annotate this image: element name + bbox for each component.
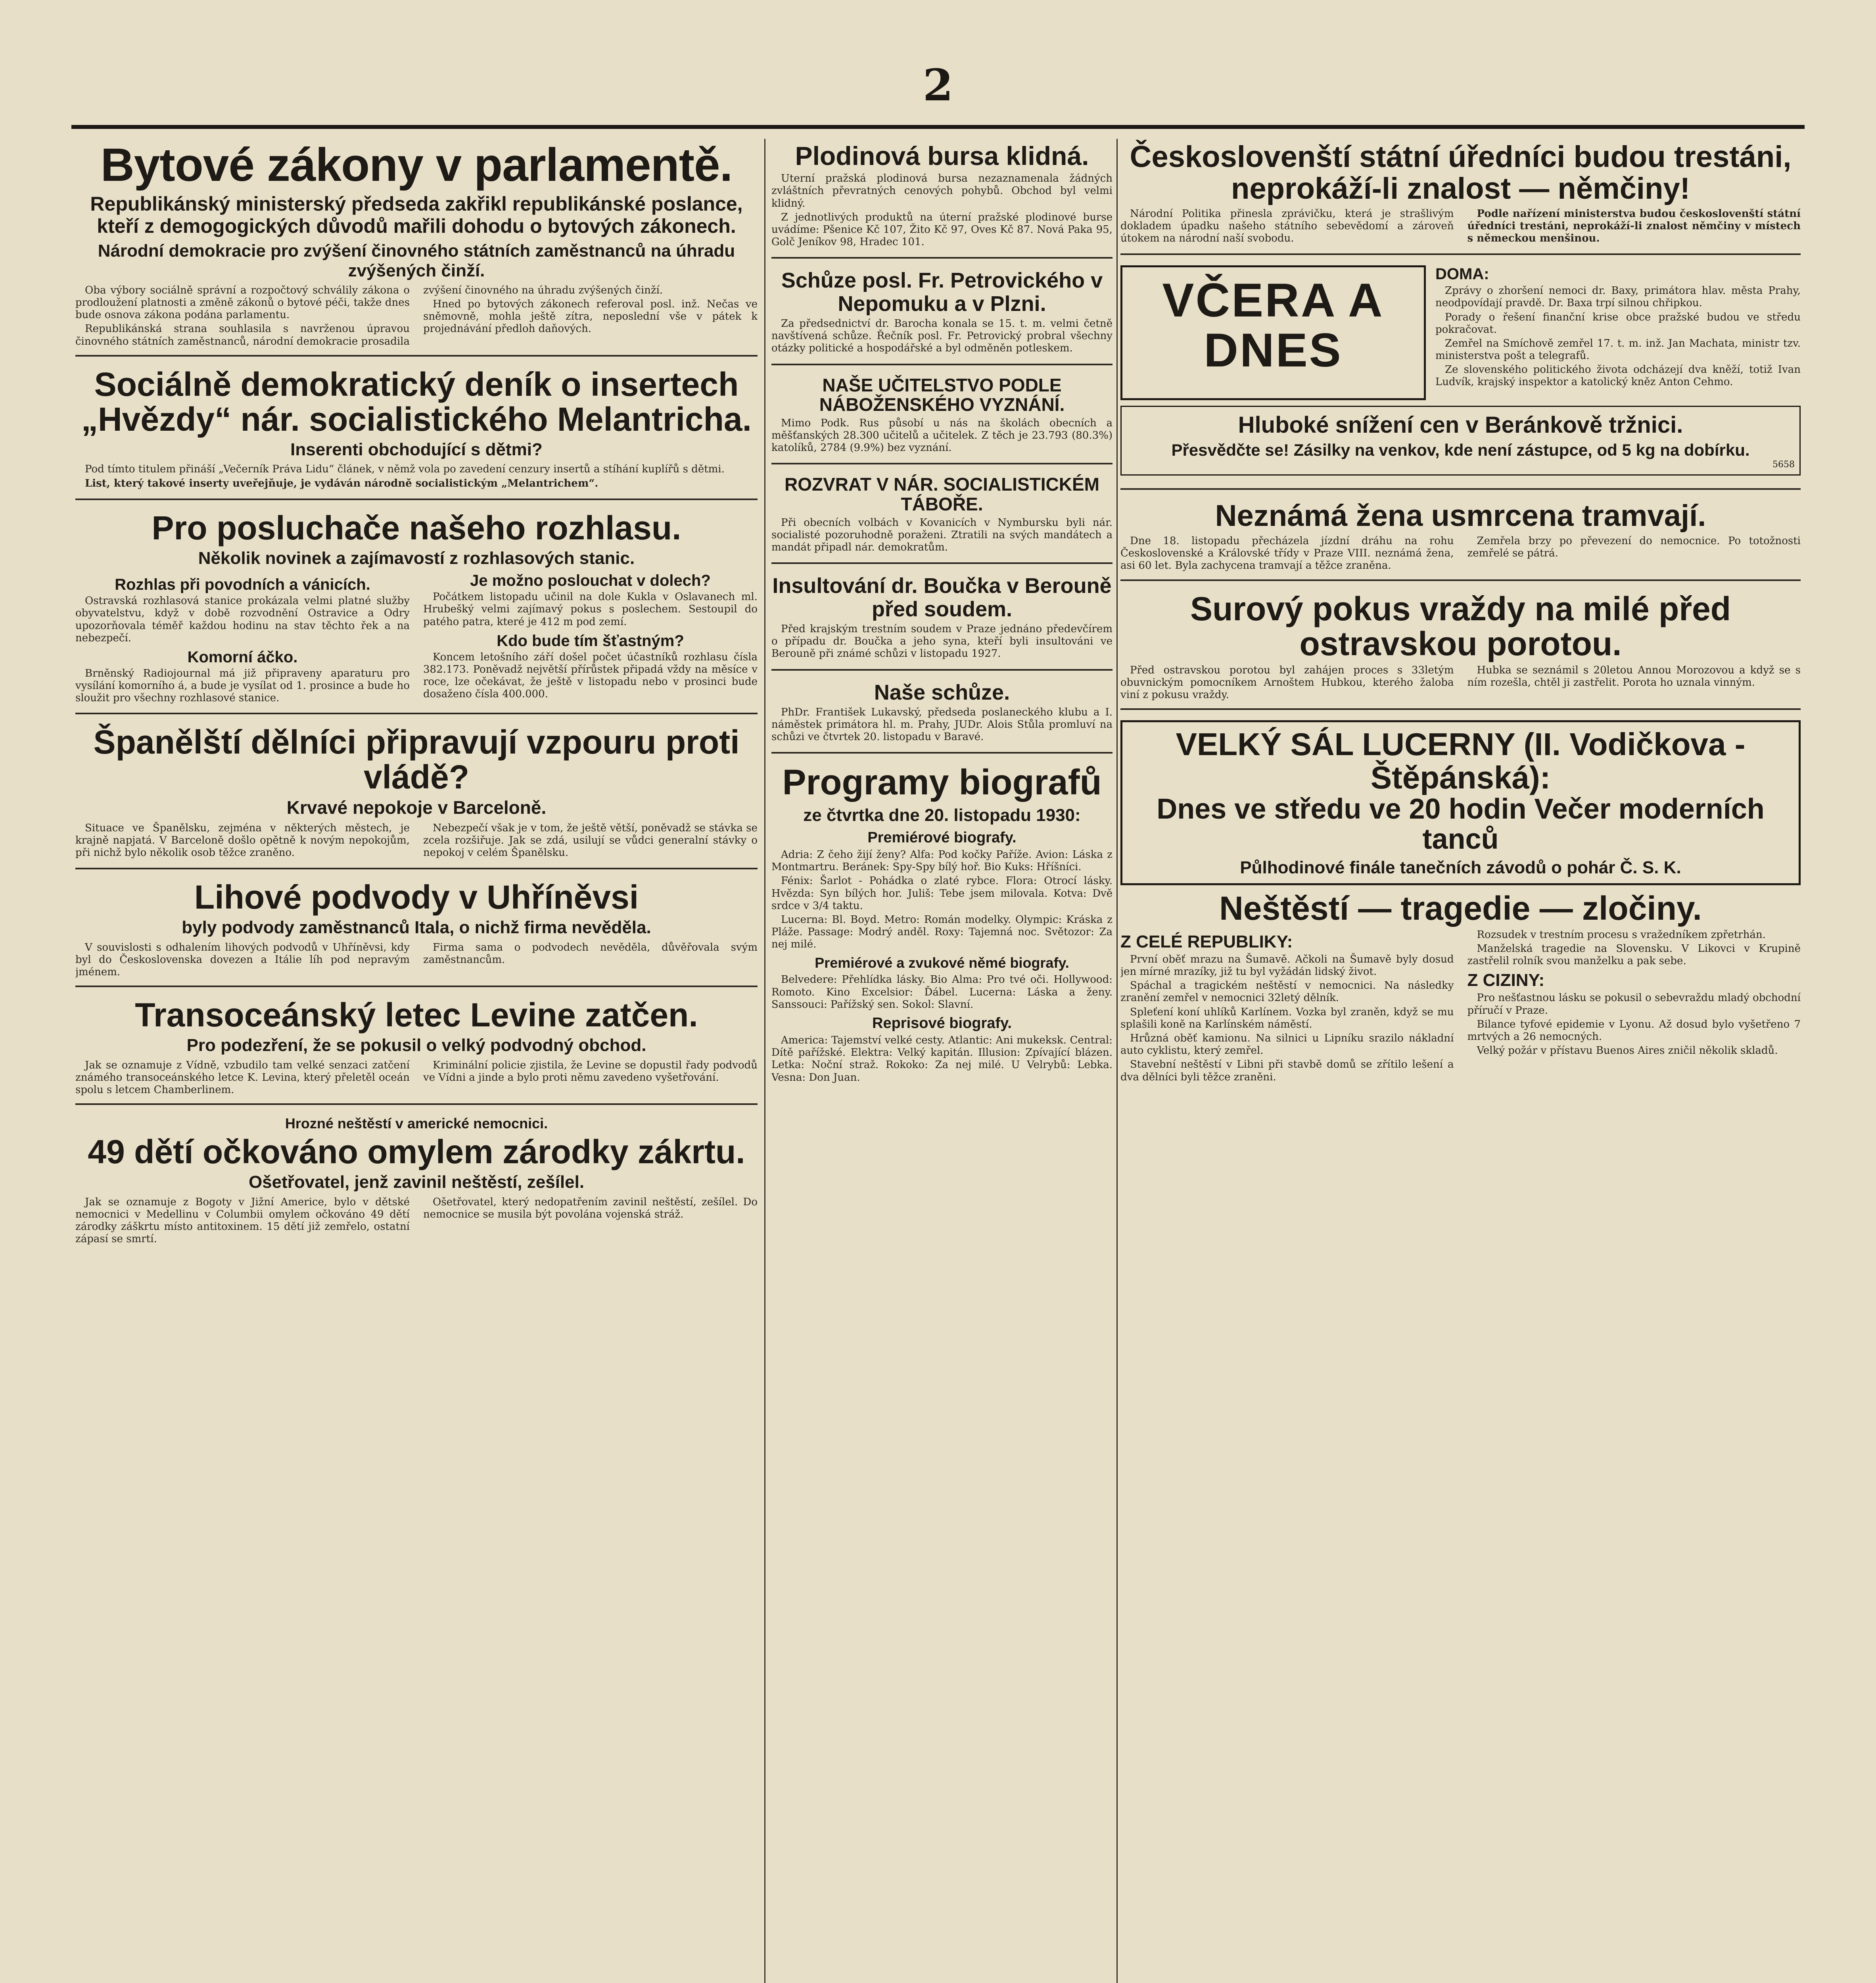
paragraph: Velký požár v přístavu Buenos Aires zničil několik skladů. [1477,1045,1778,1057]
headline[interactable]: Sociálně demokratický deník o insertech „Hvězdy“ nár. socialistického Melantricha. [81,365,752,438]
article-teachers [771,376,1113,465]
headline[interactable]: Bytové zákony v parlamentě. [100,139,733,191]
headline[interactable]: Pro posluchače našeho rozhlasu. [152,509,681,547]
section-heading: DOMA: [1435,265,1489,283]
paragraph: Manželská tragedie na Slovensku. V Likovci v Krupině zastřelil rolník svou manželku a pak sebe. [1467,943,1801,967]
headline[interactable]: Insultování dr. Boučka v Berouně před soudem. [772,574,1112,621]
section-heading: Komorní áčko. [187,648,298,666]
paragraph: Jak se oznamuje z Vídně, vzbudilo tam velké senzaci zatčení známého transoceánského letce K. Levina, který přeletěl oceán spolu s letcem Chamberlinem. [75,1059,410,1096]
paragraph: Hned po bytových zákonech referoval posl. inž. Nečas ve sněmovně, mohla ještě zítra, neposlední vše v pátek k projednávání předloh daňových. [423,298,758,335]
paragraph: Pro nešťastnou lásku se pokusil o sebevraždu mladý obchodní příručí v Praze. [1467,992,1801,1016]
paragraph: Kriminální policie zjistila, že Levine se dopustil řady podvodů ve Vídni a jinde a bylo proti němu zavedeno vyšetřování. [423,1059,758,1084]
subheadline: Krvavé nepokoje v Barceloně. [286,797,547,818]
article-soc-dem-daily [75,367,758,500]
article-housing-laws [75,141,758,357]
paragraph: Hrůzná oběť kamionu. Na silnici u Lipníku srazilo nákladní auto cyklistu, který zemřel. [1120,1032,1454,1057]
article-body [75,572,758,705]
paragraph: První oběť mrazu na Šumavě. Ačkoli na Šumavě byly dosud jen mírné mrazíky, již tu byl vyžádán lidský život. [1120,953,1454,978]
article-commodity-exchange [771,142,1113,259]
article-body [1120,664,1801,702]
paragraph: Počátkem listopadu učinil na dole Kukla v Oslavanech ml. Hrubešký velmi zajímavý pokus s poslechem. Sestoupil do patého patra, které je 412 m pod zemí. [423,591,758,628]
headline[interactable]: Transoceánský letec Levine zatčen. [135,996,698,1034]
cinema-programs [771,764,1113,1092]
paragraph: Pod tímto titulem přináší „Večerník Práva Lidu“ článek, v němž vola po zavedení cenzury insertů a stíhání kuplířů s dětmi. [85,463,725,476]
headline[interactable]: Neštěstí — tragedie — zločiny. [1219,889,1702,927]
paragraph: Mimo Podk. Rus působí u nás na školách obecních a měšťanských 28.300 učitelů a učitelek. Z těch je 23.793 (80.3%) katolíků, 2784 (9.9%) bez vyznání. [771,417,1113,454]
kicker: Hrozné neštěstí v americké nemocnici. [285,1115,548,1132]
subheadline: Republikánský ministerský předseda zakřikl republikánské poslance, kteří z demogogických důvodů mařili dohodu o bytových zákonech. [90,193,743,238]
article-body [771,417,1113,455]
paragraph: Jak se oznamuje z Bogoty v Jižní Americe, bylo v dětské nemocnici v Medellinu v Columbii omylem očkováno 49 dětí zárodky záškrtu místo antitoxinem. 15 dětí již zemřelo, ostatní zápasí se smrtí. [75,1196,410,1245]
article-uhrinev [75,880,758,987]
paragraph: Rozsudek v trestním procesu s vražedníkem zpřetrhán. [1477,928,1766,941]
article-body [1120,929,1801,1084]
article-body [771,173,1113,248]
program-line: Lucerna: Bl. Boyd. Metro: Román modelky. Olympic: Kráska z Pláže. Passage: Modrý anděl. Roxy: Tajemná noc. Světozor: Za nej milé. [771,913,1113,951]
paragraph: V souvislosti s odhalením lihových podvodů v Uhříněvsi, kdy byl do Československa dovezen a Itálie líh pod nepravým jménem. [75,941,410,978]
ad-footer: Půlhodinové finále tanečních závodů o pohár Č. S. K. [1240,857,1681,877]
masthead-rule [71,125,1805,129]
article-body [75,1059,758,1097]
article-body [771,517,1113,554]
section-heading: Je možno poslouchat v dolech? [470,572,711,590]
subheadline: Několik novinek a zajímavostí z rozhlasových stanic. [198,548,635,568]
paragraph: Zprávy o zhoršení nemoci dr. Baxy, primátora hlav. města Prahy, neodpovídají pravdě. Dr. Baxa trpí silnou chřipkou. [1435,285,1801,309]
paragraph: Ze slovenského politického života odcházejí dva kněží, totiž Ivan Ludvík, krajský inspektor a katolický kněz Anton Cehmo. [1435,364,1801,388]
column-rule [1116,139,1118,1983]
article-meetings [771,681,1113,754]
section-title-box [1120,265,1426,400]
article-split [771,475,1113,564]
headline[interactable]: ROZVRAT V NÁR. SOCIALISTICKÉM TÁBOŘE. [785,474,1099,515]
paragraph: Před ostravskou porotou byl zahájen proces s 33letým obuvnickým pomocníkem Arnoštem Hubkou, kterého žaloba viní z pokusu vraždy. [1120,664,1454,701]
paragraph: Firma sama o podvodech nevěděla, důvěřovala svým zaměstnancům. [423,941,758,966]
article-body [75,822,758,861]
program-list [771,849,1113,951]
paragraph: Ostravská rozhlasová stanice prokázala velmi platné služby obyvatelstvu, když v době rozvodnění Ostravice a Odry upozorňovala téměř každou hodinu na stav těchto řek a na nebezpečí. [75,595,410,644]
article-body [1120,208,1801,247]
paragraph: Spleťení koní uhlíků Karlínem. Vozka byl zraněn, když se mu splašili koně na Karlínském náměstí. [1120,1006,1454,1030]
headline[interactable]: Českoslovenští státní úředníci budou trestáni, neprokáží-li znalost — němčiny! [1130,140,1792,205]
program-list [771,1034,1113,1084]
column-rule [764,139,765,1983]
paragraph: Oba výbory sociálně správní a rozpočtový schválily zákona o prodloužení platnosti a změně zákonů o bytové péči, takže dnes bude osnova zákona podána parlamentu. [75,284,410,321]
headline[interactable]: Schůze posl. Fr. Petrovického v Nepomuku a v Plzni. [781,268,1103,316]
page-number: 2 [923,59,953,111]
article-levine [75,997,758,1105]
program-line: Adria: Z čeho žijí ženy? Alfa: Pod kočky Paříže. Avion: Láska z Montmartru. Beránek: Spy-Spy bílý hoř. Bio Kuks: Hříšníci. [771,848,1113,873]
article-radio [75,510,758,714]
article-spain [75,725,758,869]
section-heading: Kdo bude tím šťastným? [497,632,684,650]
section-yesterday-today [1120,265,1801,490]
paragraph: Národní Politika přinesla zprávičku, která je strašlivým dokladem úpadku našeho státního sebevědomí a zároveň útokem na národní naší svobodu. [1120,207,1454,244]
article-boucek [771,574,1113,670]
article-body [771,318,1113,355]
ad-text: Přesvědčte se! Zásilky na venkov, kde není zástupce, od 5 kg na dobírku. [1171,441,1750,460]
program-list [771,974,1113,1011]
headline[interactable]: Plodinová bursa klidná. [795,141,1089,171]
headline[interactable]: Programy biografů [782,763,1102,803]
subheadline: Národní demokracie pro zvýšení činovného státních zaměstnanců na úhradu zvýšených činží. [98,241,735,280]
ad-number: 5658 [1772,460,1795,470]
headline[interactable]: Španělští dělníci připravují vzpouru proti vládě? [93,723,740,796]
column-left [75,139,758,1983]
program-line: Belvedere: Přehlídka lásky. Bio Alma: Pro tvé oči. Hollywood: Romoto. Kino Excelsior: Ďábel. Lucerna: Láska a ženy. Sanssouci: Pařížský sen. Sokol: Slavní. [771,974,1113,1011]
column-right [1120,139,1801,1983]
paragraph: Republikánská strana souhlasila s navrženou úpravou činovného státních zaměstnanců, národní demokracie prosadila zvýšení činovného na úhradu zvýšených činží. [75,284,663,347]
article-body [1120,535,1801,572]
paragraph: Před krajským trestním soudem v Praze jednáno předevčírem o případu dr. Boučka a jeho syna, kteří byli insultováni ve Berouně při známé schůzi v listopadu 1927. [771,623,1113,660]
program-line: America: Tajemství velké cesty. Atlantic: Ani mukeksk. Central: Dítě pařížské. Elektra: Velký kapitán. Illusion: Zpívající blázen. Letka: Noční straž. Rokoko: Za nej milé. U Velrybů: Lebka. Vesna: Don Juan. [771,1034,1113,1084]
section-heading: Premiérové biografy. [867,829,1017,846]
paragraph: Podle nařízení ministerstva budou českoslovenští státní úředníci trestáni, neprokáží-li znalost němčiny v místech s německou menšinou. [1467,207,1801,244]
article-body [75,942,758,979]
subheadline: Ošetřovatel, jenž zavinil neštěstí, zešílel. [248,1172,585,1192]
paragraph: PhDr. František Lukavský, předseda poslaneckého klubu a I. náměstek primátora hl. m. Prahy, JUDr. Alois Stůla promluví na schůzi ve čtvrtek 20. listopadu v Baravé. [771,706,1113,743]
article-body [771,706,1113,744]
headline[interactable]: Lihové podvody v Uhříněvsi [194,878,639,916]
paragraph: Hubka se seznámil s 20letou Annou Morozovou a když se s ním rozešla, chtěl ji zastřelit. Porota ho uznala vinným. [1467,664,1801,689]
article-accidents [1120,891,1801,1091]
paragraph: Zemřela brzy po převezení do nemocnice. Po totožnosti zemřelé se pátrá. [1467,535,1801,560]
paragraph: Za předsednictví dr. Barocha konala se 15. t. m. velmi četně navštívená schůze. Řečník posl. Fr. Petrovický probral všechny otázky politické a hospodářské a byl odměněn potleskem. [771,318,1113,355]
section-heading: Rozhlas při povodních a vánicích. [115,576,370,594]
paragraph: Koncem letošního září došel počet účastníků rozhlasu čísla 382.173. Poněvadž největší přírůstek připadá vždy na měsíce v roce, lze očekávat, že ještě v listopadu nebo v prosinci bude dosaženo čísla 400.000. [423,651,758,700]
section-heading: Reprisové biografy. [872,1015,1012,1032]
program-line: Fénix: Šarlot - Pohádka o zlaté rybce. Flora: Otrocí lásky. Hvězda: Syn bílých hor. Juliš: Tebe jsem milovala. Kotva: Dvě srdce v 3/4 taktu. [771,875,1113,912]
subheadline: byly podvody zaměstnanců Itala, o nichž firma nevěděla. [182,918,651,938]
paragraph: Zemřel na Smíchově zemřel 17. t. m. inž. Jan Machata, ministr tzv. ministerstva pošt a telegrafů. [1435,337,1801,362]
program-date: ze čtvrtka dne 20. listopadu 1930: [803,805,1081,825]
headline[interactable]: Neznámá žena usmrcena tramvají. [1215,499,1706,533]
paragraph: Ošetřovatel, který nedopatřením zavinil neštěstí, zešílel. Do nemocnice se musila být povolána vojenská stráž. [423,1196,758,1220]
paragraph: Brněnský Radiojournal má již připraveny aparaturu pro vysílání komorního á, a bude je vysílat od 1. prosince a bude ho sloužit pro všechny rozhlasové stanice. [75,667,410,704]
ad-line: Dnes ve středu ve 20 hodin Večer moderních tanců [1157,793,1765,855]
headline[interactable]: 49 dětí očkováno omylem zárodky zákrtu. [88,1133,745,1171]
article-body [771,623,1113,660]
paragraph: Nebezpečí však je v tom, že ještě větší, poněvadž se stávka se zcela rozšiřuje. Jak se zdá, usilují se vůdci generalní stávky o nepokoj v celém Španělsku. [423,822,758,859]
paragraph: List, který takové inserty uveřejňuje, je vydáván národně socialistickým „Melantrichem“. [85,477,598,489]
paragraph: Spáchal a tragickém neštěstí v nemocnici. Na následky zranění zemřel v nemocnici 32letý dělník. [1120,980,1454,1004]
section-heading: Z CELÉ REPUBLIKY: [1120,932,1293,951]
headline[interactable]: NAŠE UČITELSTVO PODLE NÁBOŽENSKÉHO VYZNÁNÍ. [819,374,1065,415]
section-title: VČERA A DNES [1162,274,1384,377]
article-ostrava-trial [1120,591,1801,710]
paragraph: Dne 18. listopadu přecházela jízdní dráhu na rohu Československé a Královské třídy v Praze VIII. neznámá žena, asi 60 let. Byla zachycena tramvají a těžce zraněna. [1120,535,1454,572]
paragraph: Bilance tyfové epidemie v Lyonu. Až dosud bylo vyšetřeno 7 mrtvých a 26 nemocných. [1467,1018,1801,1043]
section-heading: Z CIZINY: [1467,970,1545,990]
ad-title: VELKÝ SÁL LUCERNY (II. Vodičkova - Štěpánská): [1176,727,1746,796]
paragraph: Při obecních volbách v Kovanicích v Nymbursku byli nár. socialisté pozoruhodně poraženi. Ztratili na svých mandátech a mandát připadl nár. demokratům. [771,516,1113,554]
article-petrovicky [771,269,1113,365]
article-body [75,284,758,348]
paragraph: Porady o řešení finanční krise obce pražské budou ve středu pokračovat. [1435,311,1801,336]
article-body [75,1196,758,1246]
column-middle [771,139,1113,1983]
headline[interactable]: Naše schůze. [874,680,1010,704]
article-vaccination [75,1115,758,1252]
headline[interactable]: Surový pokus vraždy na milé před ostravskou porotou. [1190,590,1731,662]
paragraph: Stavební neštěstí v Libni při stavbě domů se zřítilo lešení a dva dělníci byli těžce zraněni. [1120,1059,1454,1083]
paragraph: Z jednotlivých produktů na úterní pražské plodinové burse uvádíme: Pšenice Kč 107, Žito Kč 97, Oves Kč 87. Nová Paka 95, Golč Jeníkov 98, Hradec 101. [771,211,1113,248]
advertisement[interactable] [1120,406,1801,476]
subheadline: Inserenti obchodující s dětmi? [290,440,543,460]
subheadline: Pro podezření, že se pokusil o velký podvodný obchod. [186,1036,646,1055]
ad-title: Hluboké snížení cen v Beránkově tržnici. [1238,412,1683,438]
paragraph: Uterní pražská plodinová bursa nezaznamenala žádných zvláštních převratných cenových pohybů. Obchod byl velmi klidný. [771,173,1113,209]
article-officials-german [1120,141,1801,255]
section-heading: Premiérové a zvukové němé biografy. [815,955,1069,971]
article-tram-accident [1120,500,1801,581]
paragraph: Situace ve Španělsku, zejména v některých městech, je krajně napjatá. V Barceloně došlo opětně k novým nepokojům, při nichž bylo několik osob těžce zraněno. [75,822,410,859]
advertisement-lucerna[interactable] [1120,720,1801,885]
article-body [75,463,758,489]
